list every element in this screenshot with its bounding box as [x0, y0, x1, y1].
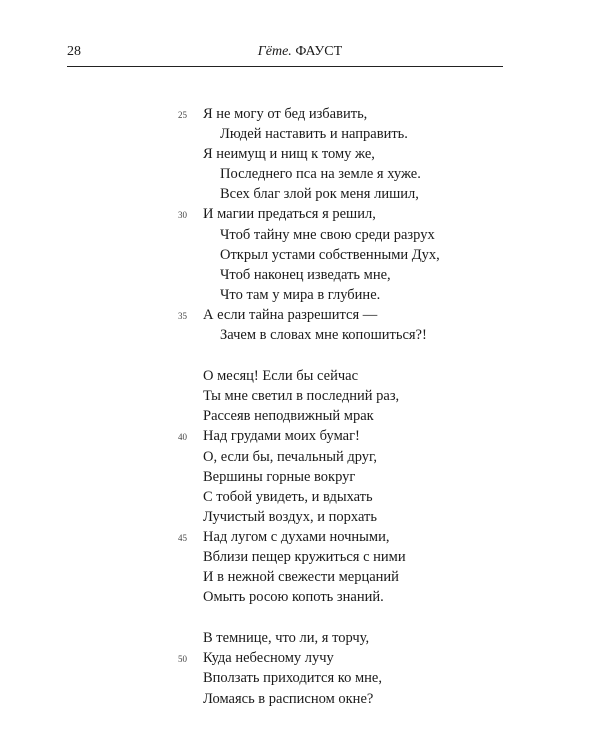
verse-line [0, 164, 600, 184]
verse-text: Людей наставить и направить. [220, 126, 408, 143]
line-number: 40 [178, 432, 187, 443]
verse-line [0, 366, 600, 386]
verse-line [0, 104, 600, 124]
verse-text: Куда небесному лучу [203, 650, 334, 667]
verse-line [0, 245, 600, 265]
verse-line [0, 648, 600, 668]
running-head [0, 44, 600, 60]
verse-text: Омыть росою копоть знаний. [203, 589, 384, 606]
verse-text: Я не могу от бед избавить, [203, 106, 368, 122]
verse-text: Последнего пса на земле я хуже. [220, 166, 421, 183]
line-number: 30 [178, 210, 187, 221]
verse-text: Ты мне светил в последний раз, [203, 388, 400, 405]
verse-line [0, 265, 600, 285]
verse-line [0, 305, 600, 325]
verse-line [0, 507, 600, 527]
verse-text: А если тайна разрешится — [203, 306, 378, 323]
verse-line [0, 386, 600, 406]
line-number: 35 [178, 310, 187, 321]
verse-line [0, 144, 600, 164]
verse-line [0, 406, 600, 426]
verse-text: Что там у мира в глубине. [220, 286, 381, 303]
verse-line [0, 467, 600, 487]
verse-line [0, 225, 600, 245]
verse-line [0, 628, 600, 648]
stanza [0, 366, 600, 607]
line-number: 25 [178, 110, 187, 120]
stanza-break [0, 607, 600, 628]
verse-line [0, 285, 600, 305]
verse-line [0, 668, 600, 688]
verse-text: В темнице, что ли, я торчу, [203, 630, 370, 647]
verse-text: Над лугом с духами ночными, [203, 528, 390, 545]
line-number: 45 [178, 532, 187, 543]
verse-line [0, 487, 600, 507]
verse-text: Открыл устами собственными Дух, [220, 246, 440, 263]
line-number: 50 [178, 654, 187, 665]
verse-line [0, 325, 600, 345]
verse-text: О месяц! Если бы сейчас [203, 368, 359, 385]
header-rule [67, 66, 503, 67]
verse-line [0, 689, 600, 709]
verse-text: Зачем в словах мне копошиться?! [220, 327, 427, 344]
verse-line [0, 447, 600, 467]
stanza [0, 628, 600, 708]
verse-line [0, 547, 600, 567]
verse-line [0, 587, 600, 607]
verse-line [0, 567, 600, 587]
verse-text: Вершины горные вокруг [203, 468, 356, 485]
verse-line [0, 426, 600, 446]
verse-text: И магии предаться я решил, [203, 206, 376, 223]
running-head-author: Гёте. [257, 44, 292, 59]
verse-text: И в нежной свежести мерцаний [203, 569, 399, 586]
verse-text: Ломаясь в расписном окне? [203, 690, 374, 707]
verse-line [0, 124, 600, 144]
verse-line [0, 184, 600, 204]
verse-text: Над грудами моих бумаг! [203, 428, 360, 445]
verse-text: Я неимущ и нищ к тому же, [203, 146, 375, 163]
verse-text: Вблизи пещер кружиться с ними [203, 548, 406, 565]
verse-text: Чтоб тайну мне свою среди разрух [220, 226, 435, 243]
verse-text: С тобой увидеть, и вдыхать [203, 488, 373, 505]
verse-text: О, если бы, печальный друг, [203, 448, 377, 465]
verse-line [0, 527, 600, 547]
verse-text: Чтоб наконец изведать мне, [220, 266, 391, 283]
verse-line [0, 204, 600, 224]
verse-text: Лучистый воздух, и порхать [203, 508, 377, 525]
verse-text: Рассеяв неподвижный мрак [203, 408, 374, 425]
running-head-title: ФАУСТ [295, 44, 343, 59]
page-number: 28 [67, 44, 81, 59]
poem [0, 104, 600, 709]
verse-text: Всех благ злой рок меня лишил, [220, 186, 419, 203]
stanza [0, 104, 600, 345]
stanza-break [0, 345, 600, 366]
verse-text: Вползать приходится ко мне, [203, 670, 382, 687]
